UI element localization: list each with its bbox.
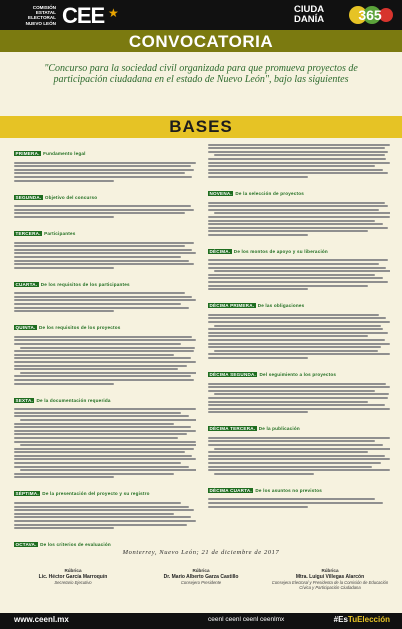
cee-line-2: ESTATAL (35, 10, 56, 16)
base-section (208, 417, 390, 475)
text-line (14, 520, 196, 522)
base-section (14, 186, 196, 218)
text-line (208, 162, 390, 164)
text-line (14, 441, 196, 443)
text-line (208, 144, 390, 146)
website-link[interactable]: www.ceenl.mx (14, 615, 69, 624)
section-title: De los asuntos no previstos (255, 487, 323, 493)
base-section (14, 142, 196, 182)
signer-role: Consejera Electoral y Presidenta de la Comisión de Educación Cívica y Participación Ciudadana (271, 580, 389, 590)
text-line (208, 506, 308, 508)
text-line (208, 202, 385, 204)
text-line (208, 147, 385, 149)
text-line (208, 230, 368, 232)
text-line (14, 430, 196, 432)
text-line (208, 288, 308, 290)
text-line (208, 462, 381, 464)
section-title: De los requisitos de los participantes (40, 281, 130, 287)
text-line (14, 169, 194, 171)
text-line (14, 310, 114, 312)
text-line (208, 357, 308, 359)
text-line (14, 437, 178, 439)
text-line (208, 223, 383, 225)
text-line (208, 397, 388, 399)
section-number: TERCERA. (15, 230, 41, 236)
text-line (14, 383, 114, 385)
text-line (14, 412, 181, 414)
title-band (0, 30, 402, 52)
text-line (208, 386, 390, 388)
hashtag-prefix: #Es (333, 615, 348, 624)
text-line (208, 383, 386, 385)
text-line (208, 335, 368, 337)
text-line (14, 448, 194, 450)
section-heading (14, 491, 150, 496)
text-line (14, 509, 194, 511)
text-line (14, 426, 191, 428)
section-heading (208, 488, 322, 493)
text-line (14, 260, 189, 262)
section-heading (208, 191, 304, 196)
rubrica-label: Rúbrica (64, 568, 82, 573)
bases-columns (14, 142, 390, 547)
signature-presidente (146, 568, 256, 585)
text-line (14, 451, 185, 453)
text-line (208, 151, 388, 153)
text-line (14, 455, 192, 457)
text-line (20, 444, 196, 446)
text-line (14, 524, 187, 526)
section-number: SÉPTIMA. (15, 491, 39, 497)
text-line (208, 274, 375, 276)
text-line (208, 390, 375, 392)
text-line (208, 451, 368, 453)
text-line (14, 267, 114, 269)
cee-wordmark: CEE (62, 3, 105, 28)
text-line (14, 263, 194, 265)
left-column (14, 142, 196, 547)
ciudadania-wordmark (294, 5, 324, 25)
text-line (14, 172, 185, 174)
text-line (208, 158, 386, 160)
section-number: SEGUNDA. (15, 194, 42, 200)
text-line (14, 343, 181, 345)
base-section (14, 533, 196, 547)
text-line (208, 328, 383, 330)
section-title: De la publicación (258, 426, 300, 432)
text-line (14, 245, 185, 247)
text-line (208, 277, 383, 279)
section-title: De los montos de apoyo y su liberación (233, 248, 328, 254)
text-line (208, 209, 379, 211)
text-line (14, 242, 194, 244)
text-line (14, 415, 189, 417)
text-line (14, 205, 191, 207)
text-line (214, 473, 314, 475)
base-section (14, 316, 196, 384)
text-line (214, 448, 390, 450)
cee-line-4: NUEVO LEÓN (25, 20, 56, 26)
text-line (14, 256, 181, 258)
text-line (14, 162, 196, 164)
social-handles[interactable]: ceenl ceenl ceenl ceenlmx (208, 616, 285, 623)
section-title: De la presentación del proyecto y su registro (42, 491, 150, 497)
section-number: CUARTA. (15, 281, 38, 287)
text-line (20, 469, 196, 471)
section-heading (208, 372, 336, 377)
text-line (14, 296, 192, 298)
text-line (14, 473, 174, 475)
text-line (20, 419, 196, 421)
text-line (208, 259, 388, 261)
text-line (208, 220, 375, 222)
text-line (14, 375, 191, 377)
signer-name: Lic. Héctor García Marroquín (38, 574, 108, 580)
text-line (14, 212, 185, 214)
signature-secretario (18, 568, 128, 585)
text-line (208, 285, 368, 287)
text-line (208, 172, 388, 174)
ciudadania-line-1: CIUDA (294, 4, 325, 15)
text-line (14, 423, 174, 425)
signatures (0, 568, 402, 608)
base-section (14, 222, 196, 269)
signer-role: Secretario Ejecutivo (54, 580, 92, 585)
text-line (14, 299, 196, 301)
rubrica-label: Rúbrica (192, 568, 210, 573)
section-number: PRIMERA. (15, 151, 40, 156)
text-line (14, 180, 114, 182)
section-title: Fundamento legal (43, 151, 86, 156)
text-line (14, 365, 187, 367)
cee-line-3: ELECTORAL (28, 15, 56, 21)
base-section (14, 389, 196, 479)
signer-name: Dr. Mario Alberto Garza Castillo (163, 574, 239, 580)
bases-band (0, 116, 402, 138)
section-title: De los criterios de evaluación (40, 542, 111, 547)
text-line (208, 317, 386, 319)
section-title: Objetivo del concurso (44, 194, 98, 200)
text-line (208, 401, 368, 403)
text-line (208, 404, 385, 406)
text-line (14, 336, 192, 338)
text-line (208, 466, 372, 468)
base-section (208, 144, 390, 178)
rubrica-label: Rúbrica (321, 568, 339, 573)
text-line (208, 411, 308, 413)
text-line (208, 165, 375, 167)
text-line (214, 212, 390, 214)
text-line (208, 281, 388, 283)
text-line (214, 270, 390, 272)
section-heading (14, 542, 111, 547)
365-text: 365 (358, 7, 382, 23)
section-heading (208, 303, 304, 308)
bases-title: BASES (169, 117, 233, 136)
text-line (20, 347, 195, 349)
text-line (208, 444, 383, 446)
text-line (14, 458, 196, 460)
section-heading (14, 325, 121, 330)
section-number: DÉCIMA TERCERA. (209, 426, 256, 432)
text-line (14, 506, 189, 508)
text-line (208, 176, 308, 178)
footer-bar (0, 613, 402, 629)
page-title: CONVOCATORIA (128, 32, 274, 51)
cee-logo (10, 4, 120, 28)
signature-consejera (270, 568, 390, 590)
text-line (14, 216, 114, 218)
base-section (14, 482, 196, 529)
text-line (14, 368, 178, 370)
text-line (208, 498, 375, 500)
section-number: DÉCIMA. (209, 248, 231, 254)
text-line (14, 339, 196, 341)
section-title: De las obligaciones (257, 303, 305, 309)
section-title: De la documentación requerida (36, 397, 111, 403)
cee-name (10, 5, 56, 26)
text-line (208, 205, 388, 207)
section-title: Del seguimiento a los proyectos (259, 371, 337, 377)
text-line (20, 372, 196, 374)
base-section (208, 294, 390, 359)
text-line (208, 346, 381, 348)
text-line (208, 455, 385, 457)
header-bar (0, 0, 402, 30)
text-line (214, 393, 389, 395)
text-line (208, 458, 390, 460)
text-line (14, 513, 174, 515)
section-title: Participantes (44, 230, 76, 236)
date-line: Monterrey, Nuevo León; 21 de diciembre de 2017 (122, 549, 280, 556)
text-line (14, 303, 181, 305)
base-section (208, 479, 390, 508)
text-line (14, 516, 191, 518)
text-line (208, 437, 390, 439)
section-number: DÉCIMA SEGUNDA. (209, 371, 256, 377)
text-line (14, 252, 196, 254)
text-line (208, 339, 385, 341)
text-line (14, 307, 189, 309)
text-line (208, 267, 386, 269)
text-line (14, 292, 185, 294)
base-section (208, 182, 390, 236)
text-line (14, 379, 194, 381)
base-section (14, 273, 196, 313)
text-line (14, 502, 181, 504)
text-line (208, 408, 390, 410)
convocatoria-subtitle: "Concurso para la sociedad civil organizada para que promueva proyectos de participación ciudadana en el estado de Nuevo León", bajo las siguientes (44, 63, 358, 85)
text-line (208, 343, 390, 345)
star-icon: ★ (108, 6, 119, 20)
right-column (208, 142, 390, 547)
section-number: OCTAVA. (15, 542, 37, 547)
text-line (14, 354, 174, 356)
365-badge (346, 0, 394, 30)
ciudadania-365-logo (294, 3, 394, 29)
section-heading (14, 151, 86, 156)
text-line (208, 234, 308, 236)
section-number: QUINTA. (15, 325, 36, 331)
text-line (208, 469, 390, 471)
text-line (208, 216, 390, 218)
base-section (208, 240, 390, 290)
text-line (214, 325, 381, 327)
text-line (208, 321, 390, 323)
text-line (208, 353, 390, 355)
text-line (14, 209, 194, 211)
section-number: DÉCIMA CUARTA. (209, 487, 252, 493)
text-line (14, 527, 114, 529)
section-heading (14, 282, 130, 287)
text-line (208, 169, 383, 171)
section-heading (14, 231, 76, 236)
text-line (208, 263, 379, 265)
text-line (208, 314, 379, 316)
section-heading (208, 426, 300, 431)
text-line (208, 227, 388, 229)
text-line (14, 165, 191, 167)
text-line (14, 176, 192, 178)
section-title: De la selección de proyectos (235, 190, 305, 196)
text-line (14, 350, 194, 352)
text-line (214, 350, 378, 352)
text-line (208, 332, 388, 334)
signer-name: Mtra. Luigui Villegas Alarcón (295, 574, 365, 580)
text-line (14, 433, 187, 435)
signer-role: Consejero Presidente (180, 580, 222, 585)
section-heading (208, 249, 328, 254)
text-line (14, 408, 196, 410)
hashtag-suffix: TuElección (347, 615, 390, 624)
text-line (214, 154, 385, 156)
section-number: SEXTA. (15, 397, 33, 403)
text-line (14, 357, 191, 359)
hashtag (334, 615, 390, 624)
text-line (208, 502, 383, 504)
text-line (14, 466, 189, 468)
text-line (14, 462, 181, 464)
section-number: DÉCIMA PRIMERA. (209, 303, 255, 309)
section-heading (14, 195, 97, 200)
text-line (14, 476, 114, 478)
base-section (208, 363, 390, 413)
text-line (14, 361, 196, 363)
text-line (208, 440, 375, 442)
text-line (14, 249, 192, 251)
section-title: De los requisitos de los proyectos (38, 325, 121, 331)
section-heading (14, 398, 111, 403)
ciudadania-line-2: DANÍA (294, 14, 325, 25)
cee-line-1: COMISIÓN (32, 5, 56, 10)
section-number: NOVENA. (209, 190, 232, 196)
